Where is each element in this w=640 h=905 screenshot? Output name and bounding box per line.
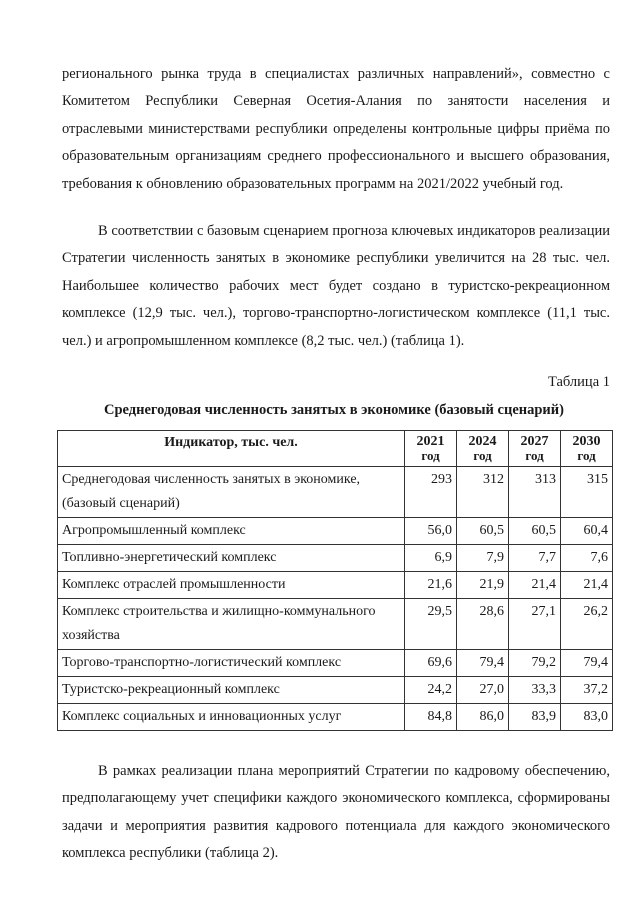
cell-value: 293 — [405, 467, 457, 518]
cell-value: 21,9 — [457, 572, 509, 599]
table-row — [58, 467, 613, 518]
cell-value: 313 — [509, 467, 561, 518]
cell-value: 60,5 — [509, 518, 561, 545]
row-name: Торгово-транспортно-логистический комплекс — [58, 650, 405, 677]
cell-value: 21,6 — [405, 572, 457, 599]
row-name: Среднегодовая численность занятых в экономике, (базовый сценарий) — [58, 467, 405, 518]
cell-value: 7,9 — [457, 545, 509, 572]
paragraph-staffing: В рамках реализации плана мероприятий Стратегии по кадровому обеспечению, предполагающему учет специфики каждого экономического комплекса, сформированы задачи и мероприятия развития кадрового потенциала для каждого экономического комплекса республики (таблица 2). — [62, 763, 610, 862]
cell-value: 60,5 — [457, 518, 509, 545]
row-name: Комплекс отраслей промышленности — [58, 572, 405, 599]
header-year: 2030 год — [561, 431, 613, 467]
table-row — [58, 518, 613, 545]
table-row — [58, 545, 613, 572]
table-row — [58, 677, 613, 704]
cell-value: 60,4 — [561, 518, 613, 545]
table-row — [58, 572, 613, 599]
cell-value: 21,4 — [561, 572, 613, 599]
cell-value: 37,2 — [561, 677, 613, 704]
cell-value: 28,6 — [457, 599, 509, 650]
cell-value: 7,7 — [509, 545, 561, 572]
table-row — [58, 599, 613, 650]
cell-value: 83,0 — [561, 704, 613, 731]
cell-value: 27,0 — [457, 677, 509, 704]
table-row — [58, 650, 613, 677]
paragraph-scenario: В соответствии с базовым сценарием прогноза ключевых индикаторов реализации Стратегии численность занятых в экономике республики увеличится на 28 тыс. чел. Наибольшее количество рабочих мест будет создано в туристско-рекреационном комплексе (12,9 тыс. чел.), торгово-транспортно-логистическом комплексе (11,1 тыс. чел.) и агропромышленном комплексе (8,2 тыс. чел.) (таблица 1). — [62, 223, 610, 349]
cell-value: 79,4 — [457, 650, 509, 677]
cell-value: 56,0 — [405, 518, 457, 545]
header-year: 2024 год — [457, 431, 509, 467]
cell-value: 312 — [457, 467, 509, 518]
employment-table — [57, 430, 613, 731]
row-name: Агропромышленный комплекс — [58, 518, 405, 545]
table-row — [58, 704, 613, 731]
cell-value: 79,4 — [561, 650, 613, 677]
cell-value: 27,1 — [509, 599, 561, 650]
row-name: Комплекс социальных и инновационных услуг — [58, 704, 405, 731]
paragraph-intro: регионального рынка труда в специалистах различных направлений», совместно с Комитетом Республики Северная Осетия-Алания по занятости населения и отраслевыми министерствами республики определены контрольные цифры приёма по образовательным организациям среднего профессионального и высшего образования, требования к обновлению образовательных программ на 2021/2022 учебный год. — [62, 66, 610, 192]
cell-value: 33,3 — [509, 677, 561, 704]
cell-value: 84,8 — [405, 704, 457, 731]
cell-value: 6,9 — [405, 545, 457, 572]
header-year: 2021 год — [405, 431, 457, 467]
cell-value: 83,9 — [509, 704, 561, 731]
cell-value: 29,5 — [405, 599, 457, 650]
cell-value: 86,0 — [457, 704, 509, 731]
table-label: Таблица 1 — [547, 374, 610, 390]
cell-value: 24,2 — [405, 677, 457, 704]
cell-value: 7,6 — [561, 545, 613, 572]
cell-value: 79,2 — [509, 650, 561, 677]
header-indicator: Индикатор, тыс. чел. — [58, 431, 405, 467]
header-year: 2027 год — [509, 431, 561, 467]
cell-value: 21,4 — [509, 572, 561, 599]
table-header-row — [58, 431, 613, 467]
cell-value: 69,6 — [405, 650, 457, 677]
row-name: Топливно-энергетический комплекс — [58, 545, 405, 572]
row-name: Комплекс строительства и жилищно-коммунального хозяйства — [58, 599, 405, 650]
row-name: Туристско-рекреационный комплекс — [58, 677, 405, 704]
table-title: Среднегодовая численность занятых в экономике (базовый сценарий) — [104, 402, 564, 418]
cell-value: 315 — [561, 467, 613, 518]
cell-value: 26,2 — [561, 599, 613, 650]
